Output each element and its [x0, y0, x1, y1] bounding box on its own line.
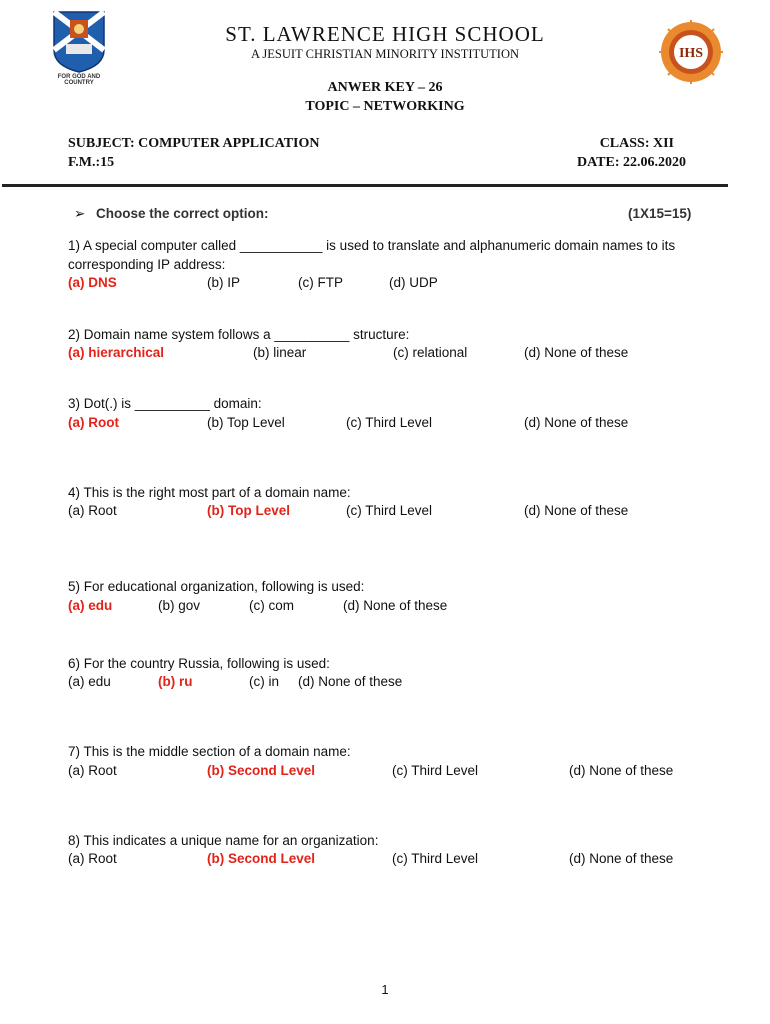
q4-option-c: (c) Third Level: [346, 503, 433, 518]
topic-title: TOPIC – NETWORKING: [305, 99, 465, 114]
q5-option-a: (a) edu: [68, 598, 113, 613]
instruction-text: Choose the correct option:: [96, 206, 269, 221]
q1-option-a: (a) DNS: [68, 275, 117, 290]
crest-motto: FOR GOD AND COUNTRY: [57, 74, 101, 86]
bullet-arrow-icon: ➢: [74, 206, 86, 221]
question-6-text: 6) For the country Russia, following is used:: [68, 656, 330, 671]
q6-option-d: (d) None of these: [298, 674, 403, 689]
full-marks-label: F.M.:15: [68, 155, 115, 170]
q1-option-b: (b) IP: [207, 275, 241, 290]
school-name: ST. LAWRENCE HIGH SCHOOL: [225, 22, 545, 46]
subject-label: SUBJECT: COMPUTER APPLICATION: [68, 136, 320, 151]
q5-option-d: (d) None of these: [343, 598, 448, 613]
date-label: DATE: 22.06.2020: [576, 155, 686, 170]
q4-option-d: (d) None of these: [524, 503, 629, 518]
question-7-text: 7) This is the middle section of a domain name:: [68, 744, 351, 759]
q6-option-b: (b) ru: [158, 674, 193, 689]
q8-option-a: (a) Root: [68, 851, 117, 866]
question-1-text: 1) A special computer called ___________ is used to translate and alphanumeric domain names to its: [68, 238, 676, 253]
ihs-text: IHS: [678, 46, 704, 61]
q7-option-b: (b) Second Level: [207, 763, 316, 778]
q2-option-d: (d) None of these: [524, 345, 629, 360]
question-5-text: 5) For educational organization, following is used:: [68, 579, 365, 594]
q1-option-d: (d) UDP: [389, 275, 438, 290]
page-number: 1: [381, 982, 389, 997]
class-label: CLASS: XII: [599, 136, 674, 151]
marks-label: (1X15=15): [628, 206, 692, 221]
q1-option-c: (c) FTP: [298, 275, 343, 290]
q5-option-b: (b) gov: [158, 598, 201, 613]
q5-option-c: (c) com: [249, 598, 294, 613]
q7-option-c: (c) Third Level: [392, 763, 479, 778]
school-subtitle: A JESUIT CHRISTIAN MINORITY INSTITUTION: [250, 47, 520, 61]
question-3-text: 3) Dot(.) is __________ domain:: [68, 396, 262, 411]
q3-option-a: (a) Root: [68, 415, 119, 430]
q4-option-b: (b) Top Level: [207, 503, 290, 518]
answer-key-title: ANWER KEY – 26: [327, 80, 443, 95]
q2-option-b: (b) linear: [253, 345, 307, 360]
q7-option-d: (d) None of these: [569, 763, 674, 778]
q3-option-c: (c) Third Level: [346, 415, 433, 430]
question-2-text: 2) Domain name system follows a __________ structure:: [68, 327, 410, 342]
q6-option-a: (a) edu: [68, 674, 111, 689]
question-8-text: 8) This indicates a unique name for an organization:: [68, 833, 379, 848]
q2-option-a: (a) hierarchical: [68, 345, 165, 360]
q3-option-d: (d) None of these: [524, 415, 629, 430]
question-1-text-cont: corresponding IP address:: [68, 257, 226, 272]
question-4-text: 4) This is the right most part of a domain name:: [68, 485, 351, 500]
q3-option-b: (b) Top Level: [207, 415, 285, 430]
header-divider: [2, 184, 728, 187]
q4-option-a: (a) Root: [68, 503, 117, 518]
q8-option-c: (c) Third Level: [392, 851, 479, 866]
q8-option-b: (b) Second Level: [207, 851, 316, 866]
q6-option-c: (c) in: [249, 674, 279, 689]
q8-option-d: (d) None of these: [569, 851, 674, 866]
q7-option-a: (a) Root: [68, 763, 117, 778]
q2-option-c: (c) relational: [393, 345, 468, 360]
